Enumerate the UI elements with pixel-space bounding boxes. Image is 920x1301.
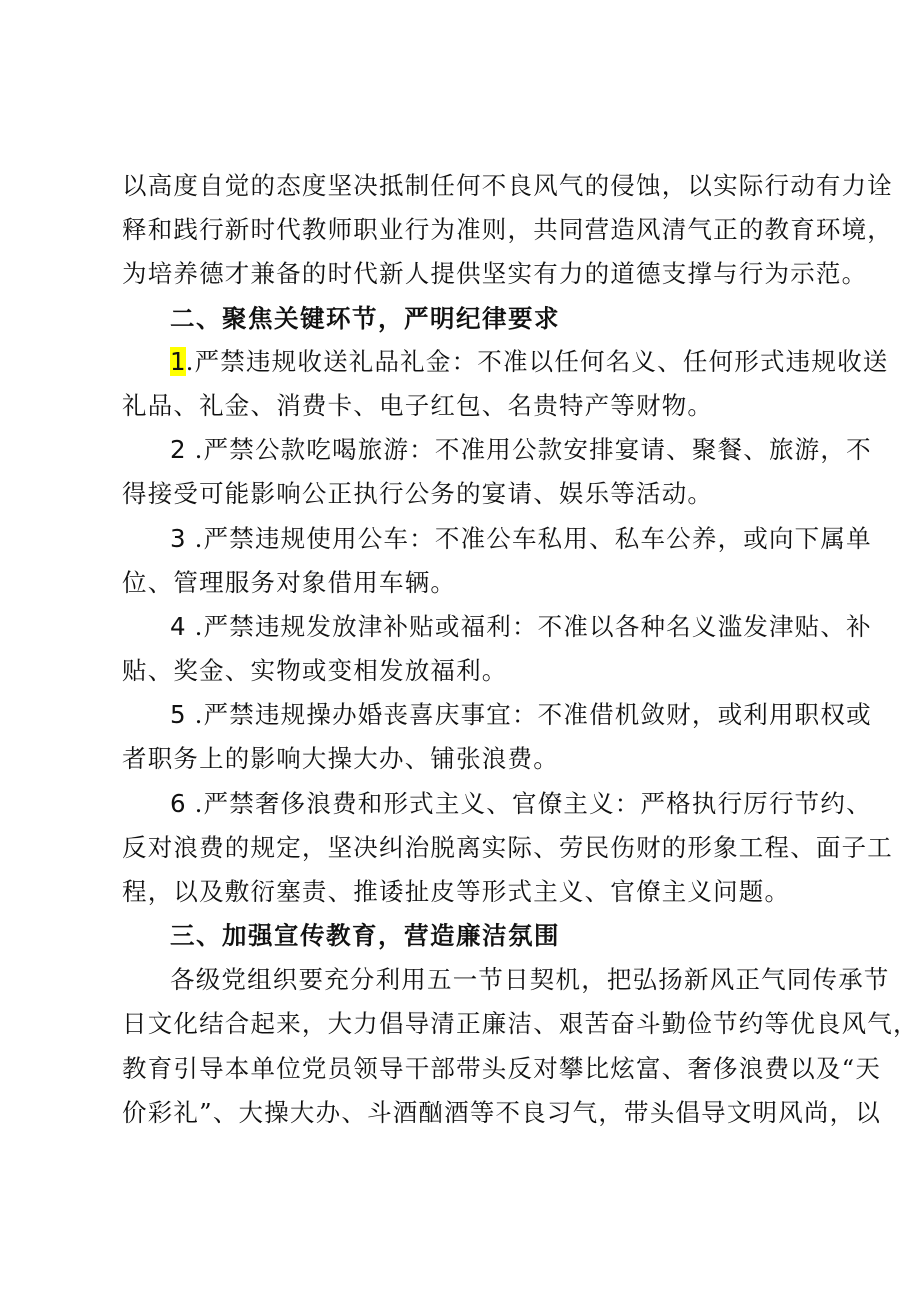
intro-line-1: 以高度自觉的态度坚决抵制任何不良风气的侵蚀，以实际行动有力诠: [122, 171, 893, 200]
item-3-line-2: 位、管理服务对象借用车辆。: [122, 568, 457, 597]
section-3-line-3: 教育引导本单位党员领导干部带头反对攀比炫富、奢侈浪费以及“天: [122, 1054, 882, 1083]
item-1-line-2: 礼品、礼金、消费卡、电子红包、名贵特产等财物。: [122, 391, 714, 420]
intro-line-2: 释和践行新时代教师职业行为准则，共同营造风清气正的教育环境，: [122, 215, 893, 244]
item-3-line-1: [170, 517, 872, 561]
item-2-line-1: [170, 428, 872, 472]
item-3-text: .严禁违规使用公车：不准公车私用、私车公养，或向下属单: [185, 524, 872, 553]
item-1-number: 1: [170, 347, 186, 376]
section-3-line-2: 日文化结合起来，大力倡导清正廉洁、艰苦奋斗勤俭节约等优良风气，: [122, 1009, 919, 1038]
item-2-number: 2: [170, 435, 186, 464]
item-1-text: .严禁违规收送礼品礼金：不准以任何名义、任何形式违规收送: [185, 347, 889, 376]
section-2-heading: 二、聚焦关键环节，严明纪律要求: [170, 304, 560, 333]
item-1-line-1: [170, 340, 889, 384]
item-2-text: .严禁公款吃喝旅游：不准用公款安排宴请、聚餐、旅游，不: [185, 435, 872, 464]
item-5-number: 5: [170, 700, 186, 729]
item-4-line-1: [170, 605, 872, 649]
section-3-heading: 三、加强宣传教育，营造廉洁氛围: [170, 921, 560, 950]
item-3-number: 3: [170, 524, 186, 553]
item-5-text: .严禁违规操办婚丧喜庆事宜：不准借机敛财，或利用职权或: [185, 700, 872, 729]
item-6-line-3: 程，以及敷衍塞责、推诿扯皮等形式主义、官僚主义问题。: [122, 877, 791, 906]
item-4-line-2: 贴、奖金、实物或变相发放福利。: [122, 656, 508, 685]
item-6-text: .严禁奢侈浪费和形式主义、官僚主义：严格执行厉行节约、: [185, 789, 872, 818]
item-2-line-2: 得接受可能影响公正执行公务的宴请、娱乐等活动。: [122, 479, 714, 508]
item-4-number: 4: [170, 612, 186, 641]
item-6-number: 6: [170, 789, 186, 818]
item-4-text: .严禁违规发放津补贴或福利：不准以各种名义滥发津贴、补: [185, 612, 872, 641]
item-6-line-1: [170, 782, 872, 826]
item-5-line-1: [170, 693, 872, 737]
item-5-line-2: 者职务上的影响大操大办、铺张浪费。: [122, 744, 559, 773]
item-6-line-2: 反对浪费的规定，坚决纠治脱离实际、劳民伤财的形象工程、面子工: [122, 833, 893, 862]
section-3-line-1: 各级党组织要充分利用五一节日契机，把弘扬新风正气同传承节: [170, 965, 890, 994]
section-3-line-4: 价彩礼”、大操大办、斗酒酗酒等不良习气，带头倡导文明风尚，以: [122, 1098, 882, 1127]
intro-line-3: 为培养德才兼备的时代新人提供坚实有力的道德支撑与行为示范。: [122, 259, 868, 288]
